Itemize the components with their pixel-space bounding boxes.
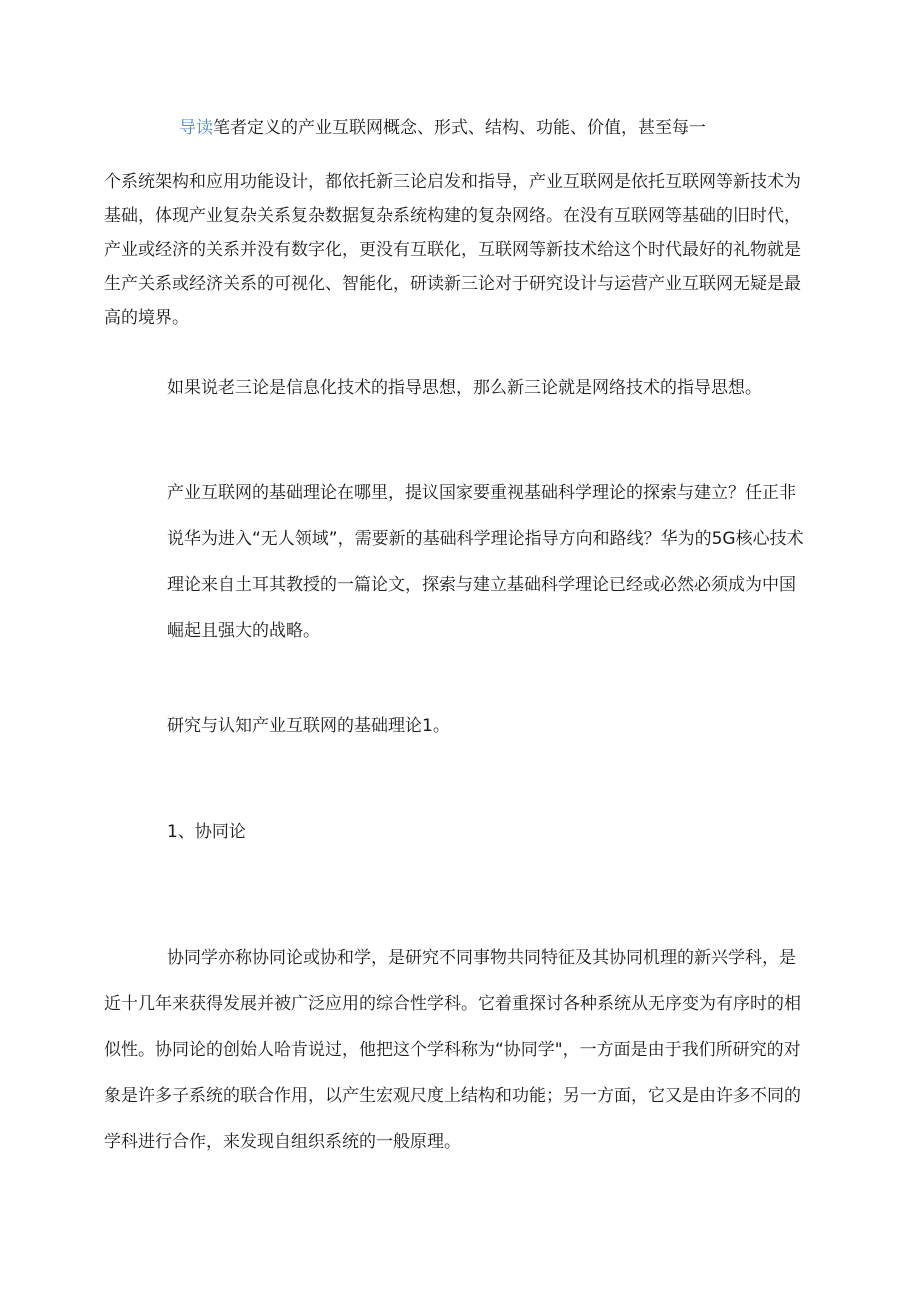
paragraph-5: 协同学亦称协同论或协和学，是研究不同事物共同特征及其协同机理的新兴学科，是近十几年来获得发展并被广泛应用的综合性学科。它着重探讨各种系统从无序变为有序时的相似性。协同论的创始人哈肯说过，他把这个学科称为“协同学"，一方面是由于我们所研究的对象是许多子系统的联合作用，以产生宏观尺度上结构和功能；另一方面，它又是由许多不同的学科进行合作，来发现自组织系统的一般原理。: [104, 948, 801, 1152]
intro-body: 个系统架构和应用功能设计，都依托新三论启发和指导，产业互联网是依托互联网等新技术为基础，体现产业复杂关系复杂数据复杂系统构建的复杂网络。在没有互联网等基础的旧时代，产业或经济的关系并没有数字化，更没有互联化，互联网等新技术给这个时代最好的礼物就是生产关系或经济关系的可视化、智能化，研读新三论对于研究设计与运营产业互联网无疑是最高的境界。: [104, 172, 801, 328]
paragraph-2: 如果说老三论是信息化技术的指导思想，那么新三论就是网络技术的指导思想。: [167, 378, 762, 398]
intro-label[interactable]: 导读: [179, 118, 213, 138]
intro-first-line: [179, 116, 706, 140]
section-heading-synergetics: 1、协同论: [167, 822, 246, 842]
intro-first-line-text: 笔者定义的产业互联网概念、形式、结构、功能、价值，甚至每一: [213, 118, 706, 138]
paragraph-3: 产业互联网的基础理论在哪里，提议国家要重视基础科学理论的探索与建立？任正非说华为进入“无人领域”，需要新的基础科学理论指导方向和路线？华为的5G核心技术理论来自土耳其教授的一篇论文，探索与建立基础科学理论已经或必然必须成为中国崛起且强大的战略。: [167, 483, 804, 641]
paragraph-4: 研究与认知产业互联网的基础理论1。: [167, 716, 450, 736]
